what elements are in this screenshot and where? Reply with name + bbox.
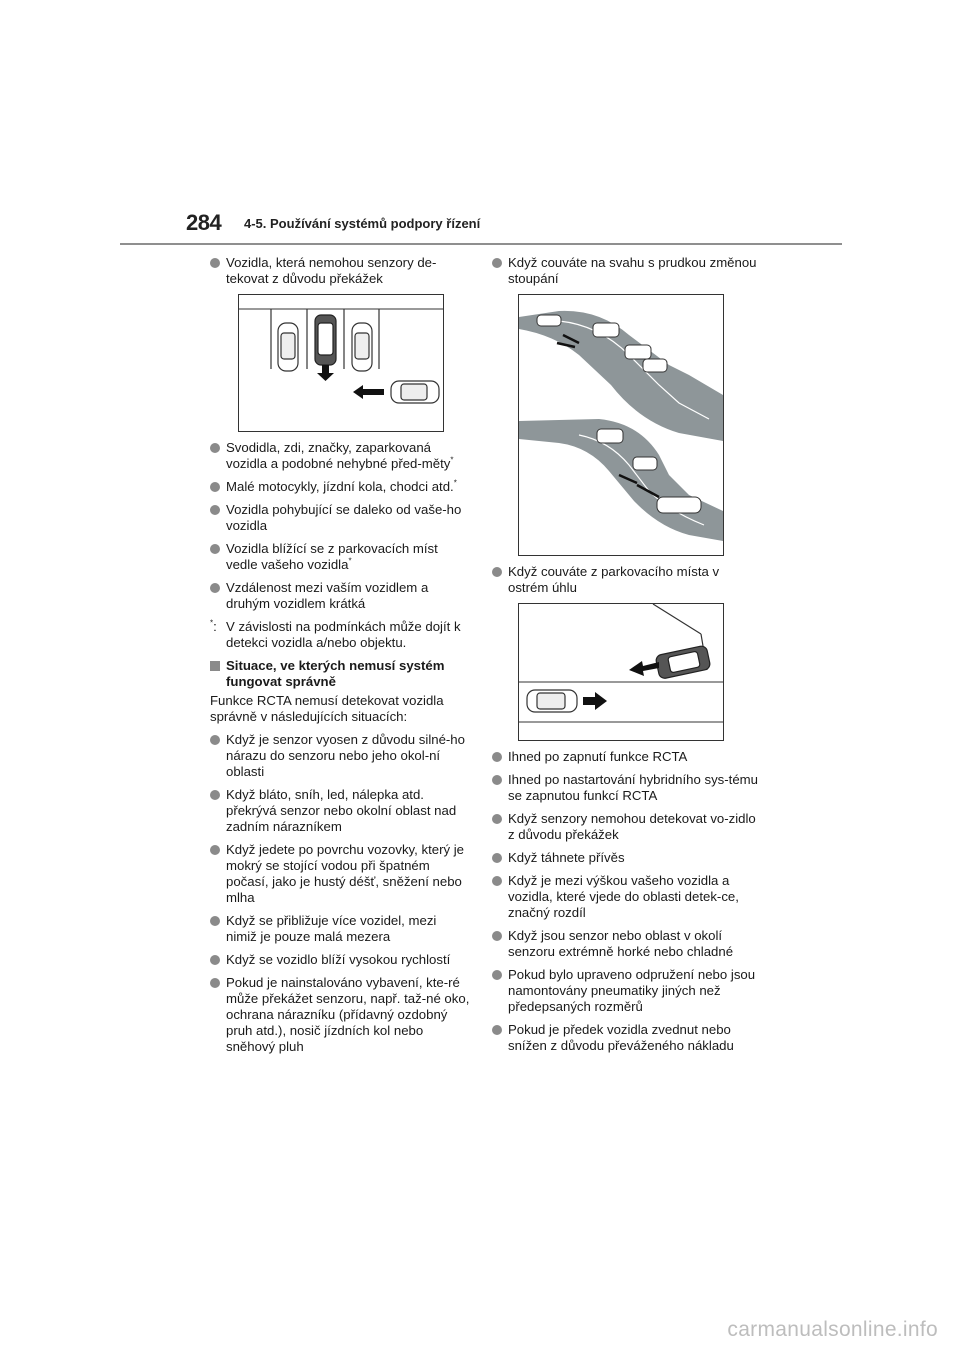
parked-car-angled	[655, 645, 711, 679]
angled-parking-illustration	[518, 603, 724, 741]
bullet-item: Když couváte z parkovacího místa v ostrém úhlu	[492, 564, 762, 596]
bullet-item: Pokud bylo upraveno odpružení nebo jsou namontovány pneumatiky jiných než předepsaných rozměrů	[492, 967, 762, 1015]
bullet-item: Vozidla, která nemohou senzory de-tekovat z důvodu překážek	[210, 255, 470, 287]
bullet-item: Když couváte na svahu s prudkou změnou stoupání	[492, 255, 762, 287]
bullet-item: Ihned po zapnutí funkce RCTA	[492, 749, 762, 765]
bullet-item: Když je senzor vyosen z důvodu silné-ho nárazu do senzoru nebo jeho okol-ní oblasti	[210, 732, 470, 780]
parked-car-right	[352, 323, 372, 371]
car-icon	[537, 315, 561, 326]
subheading: Situace, ve kterých nemusí systém fungovat správně	[210, 658, 470, 690]
parking-lot-illustration	[238, 294, 444, 432]
bullet-item: Ihned po nastartování hybridního sys-tému se zapnutou funkcí RCTA	[492, 772, 762, 804]
car-icon	[643, 359, 667, 372]
slope-illustration	[518, 294, 724, 556]
bullet-item: Když jsou senzor nebo oblast v okolí senzoru extrémně horké nebo chladné	[492, 928, 762, 960]
bullet-item: Když jedete po povrchu vozovky, který je mokrý se stojící vodou při špatném počasí, jako je hustý déšť, sněžení nebo mlha	[210, 842, 470, 906]
bullet-item: Vozidla blížící se z parkovacích míst vedle vašeho vozidla*	[210, 541, 470, 573]
parked-car-center	[315, 315, 336, 365]
bullet-item: Svodidla, zdi, značky, zaparkovaná vozidla a podobné nehybné před-měty*	[210, 440, 470, 472]
section-title: 4-5. Používání systémů podpory řízení	[244, 216, 481, 231]
bullet-item: Když se vozidlo blíží vysokou rychlostí	[210, 952, 470, 968]
footnote: *: V závislosti na podmínkách může dojít k detekci vozidla a/nebo objektu.	[210, 618, 461, 650]
bullet-item: Malé motocykly, jízdní kola, chodci atd.*	[210, 479, 470, 495]
approaching-car	[391, 381, 439, 403]
car-icon	[597, 429, 623, 443]
car-icon	[593, 323, 619, 337]
forward-arrow-icon	[583, 692, 607, 710]
car-icon	[633, 457, 657, 470]
bullet-item: Když se přibližuje více vozidel, mezi nimiž je pouze malá mezera	[210, 913, 470, 945]
right-column	[492, 255, 762, 1061]
bullet-item: Když senzory nemohou detekovat vo-zidlo z důvodu překážek	[492, 811, 762, 843]
bullet-item: Když je mezi výškou vašeho vozidla a vozidla, které vjede do oblasti detek-ce, značný rozdíl	[492, 873, 762, 921]
reverse-arrow-icon	[629, 661, 659, 676]
car-icon	[657, 497, 701, 513]
watermark: carmanualsonline.info	[727, 1318, 938, 1341]
header-rule	[120, 243, 842, 245]
left-column	[210, 255, 470, 1062]
approach-arrow-icon	[353, 385, 384, 399]
passing-car	[527, 690, 577, 712]
bullet-item: Vozidla pohybující se daleko od vaše-ho vozidla	[210, 502, 470, 534]
car-icon	[625, 345, 651, 359]
reverse-arrow-icon	[317, 365, 334, 381]
parked-car-left	[278, 323, 298, 371]
bullet-item: Pokud je předek vozidla zvednut nebo snížen z důvodu převáženého nákladu	[492, 1022, 762, 1054]
bullet-item: Když bláto, sníh, led, nálepka atd. překrývá senzor nebo okolní oblast nad zadním nárazníkem	[210, 787, 470, 835]
bullet-item: Vzdálenost mezi vaším vozidlem a druhým vozidlem krátká	[210, 580, 470, 612]
bullet-item: Když táhnete přívěs	[492, 850, 762, 866]
paragraph: Funkce RCTA nemusí detekovat vozidla správně v následujících situacích:	[210, 693, 444, 724]
bullet-item: Pokud je nainstalováno vybavení, kte-ré může překážet senzoru, např. taž-né oko, ochrana nárazníku (přídavný ozdobný pruh atd.), nosič jízdních kol nebo sněhový pluh	[210, 975, 470, 1055]
page-number: 284	[186, 210, 222, 235]
